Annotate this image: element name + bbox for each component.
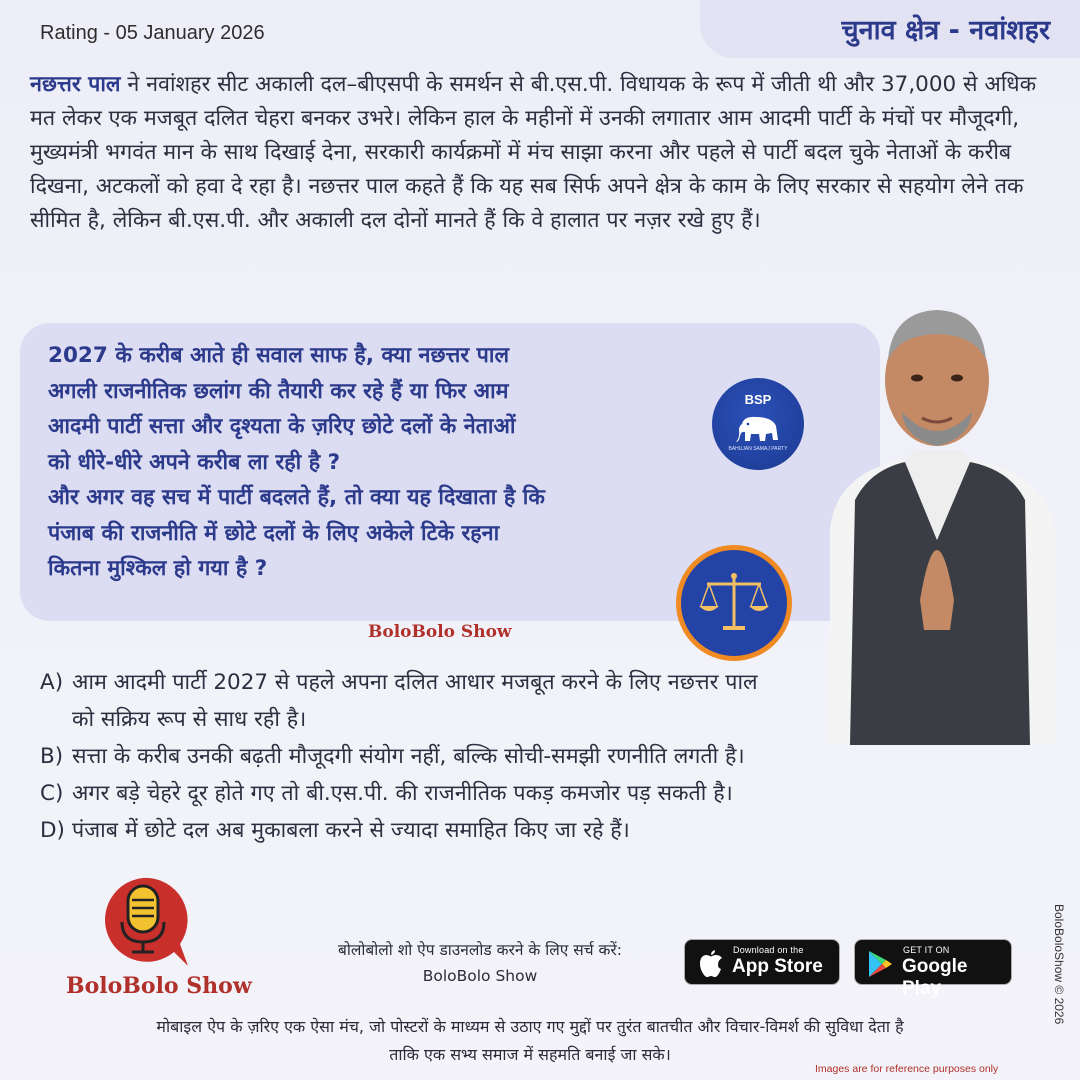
question-line: और अगर वह सच में पार्टी बदलते हैं, तो क्या यह दिखाता है कि bbox=[48, 485, 545, 510]
option-d[interactable] bbox=[40, 812, 960, 849]
option-key: C) bbox=[40, 781, 64, 806]
brand-watermark: BoloBolo Show bbox=[368, 622, 512, 642]
intro-paragraph bbox=[30, 68, 1050, 238]
option-b[interactable] bbox=[40, 738, 960, 775]
question-line: आदमी पार्टी सत्ता और दृश्यता के ज़रिए छोटे दलों के नेताओं bbox=[48, 414, 516, 439]
intro-text: ने नवांशहर सीट अकाली दल–बीएसपी के समर्थन से बी.एस.पी. विधायक के रूप में जीती थी और 37,000 से अधिक मत लेकर एक मजबूत दलित चेहरा बनकर उभरे। लेकिन हाल के महीनों में उनकी लगातार आम आदमी पार्टी के मंचों पर मौजूदगी, मुख्यमंत्री भगवंत मान के साथ दिखाई देना, सरकारी कार्यक्रमों में मंच साझा करना और पहले से पार्टी बदल चुके नेताओं के करीब दिखना, अटकलों को हवा दे रहा है। नछत्तर पाल कहते हैं कि यह सब सिर्फ अपने क्षेत्र के काम के लिए सरकार से सहयोग लेने तक सीमित है, लेकिन बी.एस.पी. और अकाली दल दोनों मानते हैं कि वे हालात पर नज़र रखे हुए हैं। bbox=[30, 72, 1037, 233]
app-store-small-label: Download on the bbox=[733, 945, 804, 955]
option-text: अगर बड़े चेहरे दूर होते गए तो बी.एस.पी. की राजनीतिक पकड़ कमजोर पड़ सकती है। bbox=[72, 781, 733, 806]
footer-line: मोबाइल ऐप के ज़रिए एक ऐसा मंच, जो पोस्टरों के माध्यम से उठाए गए मुद्दों पर तुरंत बातचीत और विचार-विमर्श की सुविधा देता है bbox=[156, 1017, 904, 1036]
rating-date: Rating - 05 January 2026 bbox=[40, 22, 265, 44]
download-instruction bbox=[290, 937, 670, 989]
download-app-name: BoloBolo Show bbox=[422, 967, 538, 985]
balance-scale-logo bbox=[676, 545, 792, 661]
app-store-label: App Store bbox=[732, 956, 823, 977]
google-play-label: Google Play bbox=[902, 956, 968, 999]
question-line: 2027 के करीब आते ही सवाल साफ है, क्या नछत्तर पाल bbox=[48, 343, 510, 368]
bsp-logo bbox=[712, 378, 804, 470]
option-a[interactable] bbox=[40, 664, 960, 738]
apple-icon bbox=[699, 950, 723, 978]
bsp-logo-subtitle: BAHUJAN SAMAJ PARTY bbox=[728, 446, 788, 452]
copyright-vertical bbox=[1046, 904, 1066, 1060]
option-key: D) bbox=[40, 818, 65, 843]
question-line: को धीरे-धीरे अपने करीब ला रही है ? bbox=[48, 449, 341, 475]
brand-logo-text: BoloBolo Show bbox=[66, 973, 252, 999]
google-play-icon bbox=[867, 950, 893, 978]
bsp-logo-label: BSP bbox=[744, 392, 772, 407]
app-store-button[interactable] bbox=[684, 939, 840, 985]
option-key: A) bbox=[40, 670, 64, 695]
question-line: अगली राजनीतिक छलांग की तैयारी कर रहे हैं या फिर आम bbox=[48, 378, 509, 404]
constituency-title: चुनाव क्षेत्र - नवांशहर bbox=[841, 15, 1050, 46]
download-instruction-line: बोलोबोलो शो ऐप डाउनलोड करने के लिए सर्च करें: bbox=[338, 941, 622, 959]
google-play-button[interactable] bbox=[854, 939, 1012, 999]
balance-scale-icon bbox=[695, 564, 773, 642]
elephant-icon bbox=[734, 414, 784, 446]
image-disclaimer: Images are for reference purposes only bbox=[815, 1063, 999, 1075]
footer-line: ताकि एक सभ्य समाज में सहमति बनाई जा सके। bbox=[389, 1045, 671, 1064]
copyright-text: BoloBoloShow © 2026 bbox=[1052, 904, 1066, 1025]
question-text bbox=[48, 338, 738, 587]
question-line: कितना मुश्किल हो गया है ? bbox=[48, 556, 268, 581]
footer-text bbox=[20, 1013, 1040, 1069]
option-text: सत्ता के करीब उनकी बढ़ती मौजूदगी संयोग नहीं, बल्कि सोची-समझी रणनीति लगती है। bbox=[72, 744, 745, 769]
google-play-small-label: GET IT ON bbox=[903, 945, 950, 955]
answer-options bbox=[40, 664, 960, 849]
question-line: पंजाब की राजनीति में छोटे दलों के लिए अकेले टिके रहना bbox=[48, 520, 500, 546]
option-text: आम आदमी पार्टी 2027 से पहले अपना दलित आधार मजबूत करने के लिए नछत्तर पाल को सक्रिय रूप से साध रही है। bbox=[72, 670, 758, 732]
option-key: B) bbox=[40, 744, 64, 769]
microphone-logo-icon bbox=[94, 872, 192, 970]
leader-name: नछत्तर पाल bbox=[30, 72, 121, 97]
option-c[interactable] bbox=[40, 775, 960, 812]
option-text: पंजाब में छोटे दल अब मुकाबला करने से ज्यादा समाहित किए जा रहे हैं। bbox=[72, 818, 630, 843]
